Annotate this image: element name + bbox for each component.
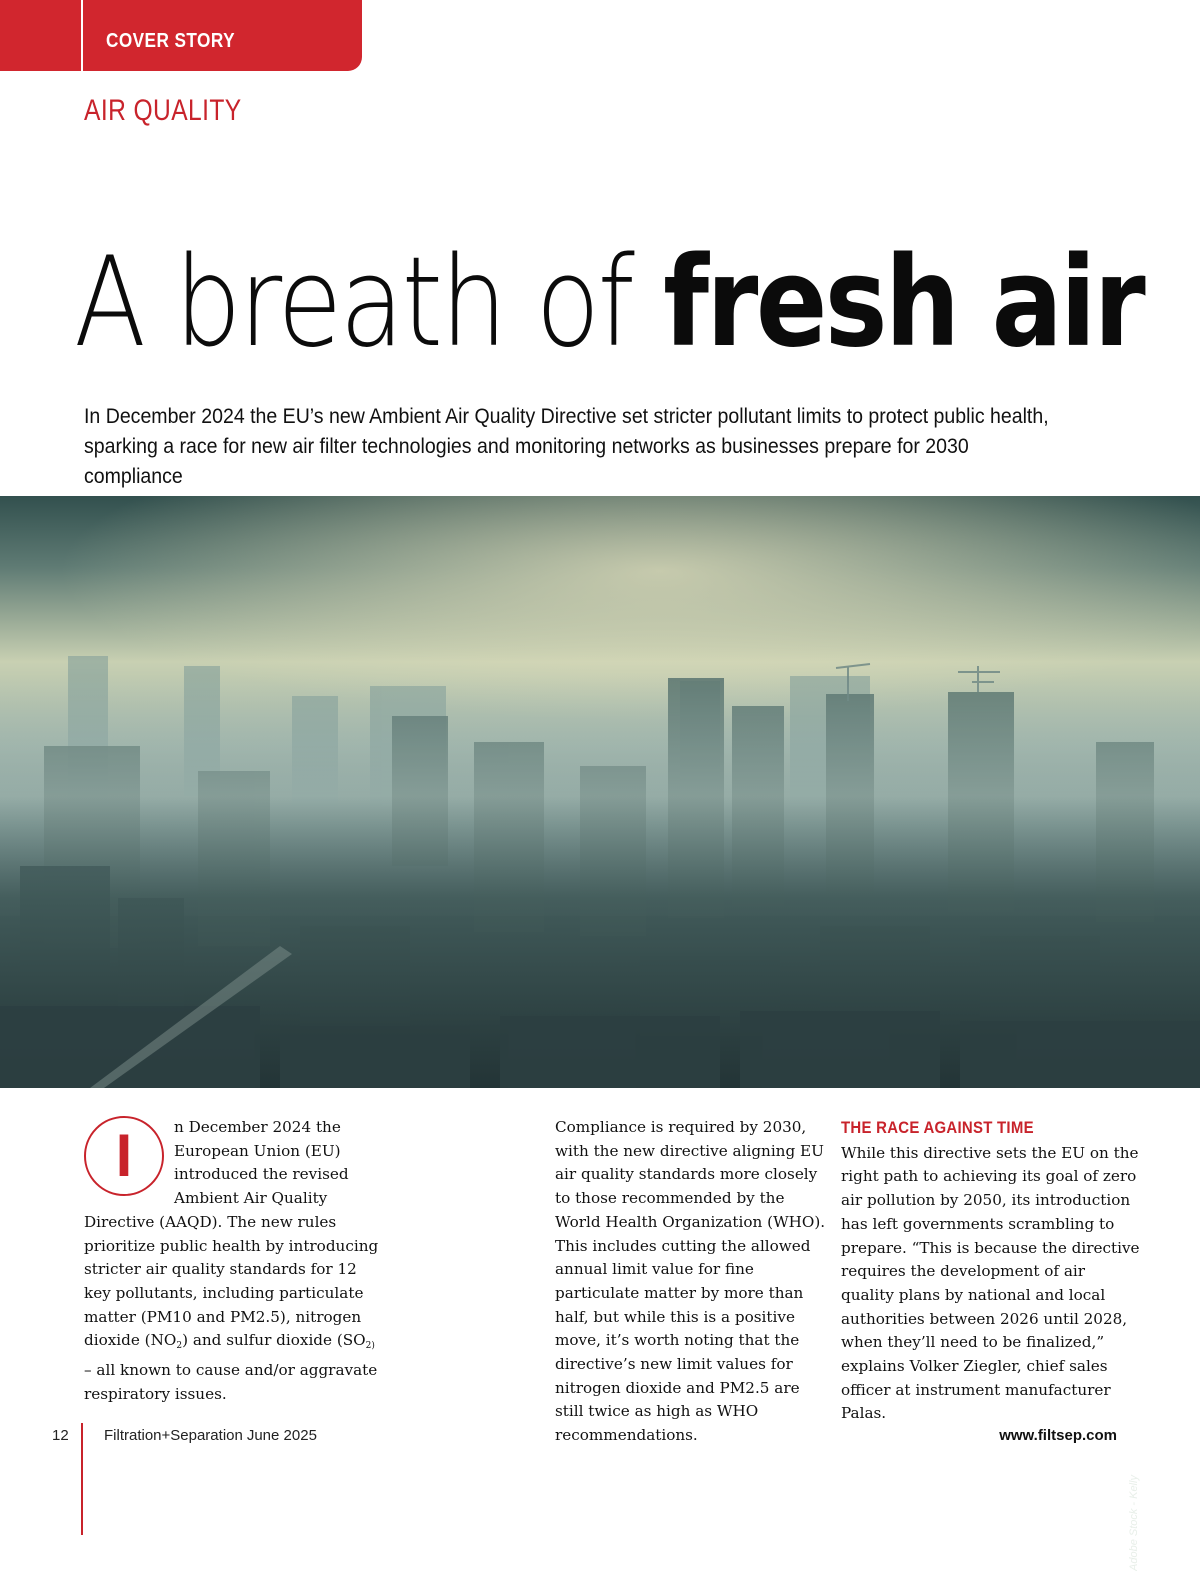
photo-credit: Adobe Stock - Kelly xyxy=(1128,1475,1140,1571)
body-column-3 xyxy=(841,1116,1141,1426)
paragraph-compliance: Compliance is required by 2030, with the new directive aligning EU air quality standards more closely to those recommended by the World Health Organization (WHO). This includes cutting the allowed annual limit value for fine particulate matter by more than half, but while this is a positive move, it’s worth noting that the directive’s new limit values for nitrogen dioxide and PM2.5 are still twice as high as WHO recommendations. xyxy=(555,1118,826,1445)
subscript-so2: 2) xyxy=(365,1341,375,1352)
tab-divider xyxy=(81,0,83,71)
standfirst xyxy=(84,402,1051,492)
headline-bold: fresh air xyxy=(663,231,1144,375)
intro-text-a: n December 2024 the European Union (EU) introduced the revised Ambient Air Quality Directive (AAQD). The new rules prioritize public health by introducing stricter air quality standards for 12 key pollutants, including particulate matter (PM10 and PM2.5), nitrogen dioxide (NO xyxy=(84,1118,379,1350)
city-skyline-illustration xyxy=(0,496,1200,1088)
body-column-2 xyxy=(538,1116,830,1448)
magazine-title: Filtration+Separation xyxy=(104,1427,243,1444)
paragraph-race: While this directive sets the EU on the right path to achieving its goal of zero air pollution by 2050, its introduction has left governments scrambling to prepare. “This is because the directive requires the development of air quality plans by national and local authorities between 2026 until 2028, when they’ll need to be finalized,” explains Volker Ziegler, chief sales officer at instrument manufacturer Palas. xyxy=(841,1143,1140,1423)
page-number: 12 xyxy=(52,1427,69,1444)
subhead-race-against-time: THE RACE AGAINST TIME xyxy=(841,1118,1034,1137)
standfirst-line-1: In December 2024 the EU’s new Ambient Air Quality Directive set stricter pollutant limits to protect public health, xyxy=(84,405,1049,428)
intro-text-b: ) and sulfur dioxide (SO xyxy=(182,1331,366,1350)
standfirst-line-2: sparking a race for new air filter technologies and monitoring networks as businesses prepare for 2030 compliance xyxy=(84,435,969,488)
footer-divider xyxy=(81,1423,83,1535)
headline xyxy=(74,228,1143,378)
body-column-1 xyxy=(84,1116,384,1406)
magazine-name xyxy=(104,1427,317,1444)
section-label: AIR QUALITY xyxy=(84,94,242,127)
website-link[interactable]: www.filtsep.com xyxy=(999,1427,1117,1444)
subscript-no2: 2 xyxy=(176,1341,183,1352)
drop-cap-letter: I xyxy=(115,1122,133,1189)
intro-text-c: – all known to cause and/or aggravate respiratory issues. xyxy=(84,1361,378,1403)
issue-date: June 2025 xyxy=(246,1427,317,1444)
cover-story-tab xyxy=(0,0,362,71)
tab-label: COVER STORY xyxy=(106,30,235,52)
drop-cap xyxy=(84,1116,164,1196)
headline-light: A breath of xyxy=(74,231,664,375)
